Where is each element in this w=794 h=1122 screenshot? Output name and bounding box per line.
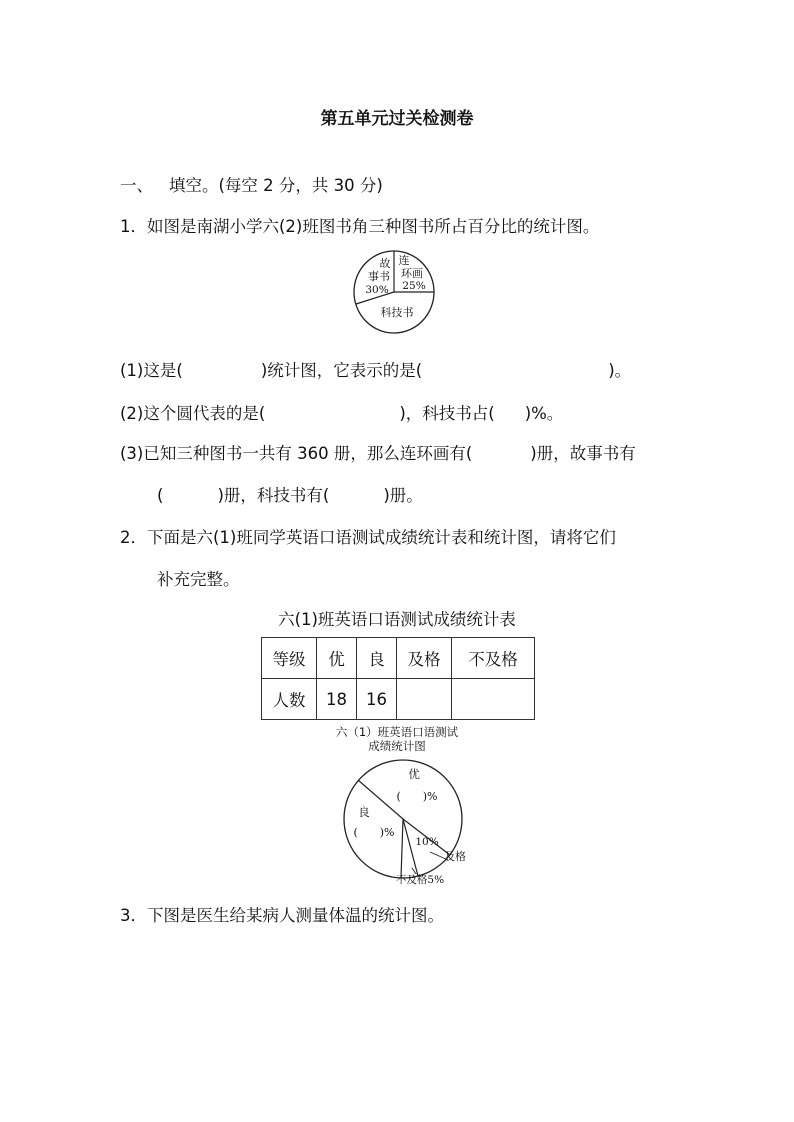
q1-part1-text-a: (1)这是( — [120, 361, 183, 380]
grade-pie-chart — [338, 756, 472, 888]
q1-part3b-text-c: )册。 — [383, 486, 423, 505]
table-header-cell: 优 — [317, 638, 357, 679]
pie-label-science: 科技书 — [380, 306, 414, 319]
pie-label-comic-1: 连 — [398, 254, 410, 267]
table-cell: 18 — [317, 679, 357, 720]
pie-label-story-percent: 30% — [365, 284, 389, 296]
grade-pie-title-line-2: 成绩统计图 — [368, 739, 426, 753]
grade-table — [261, 637, 535, 720]
pie-label-fail: 不及格5% — [395, 874, 445, 886]
q1-part2-text-b: )，科技书占( — [399, 404, 495, 423]
q1-part3-text-a: (3)已知三种图书一共有 360 册，那么连环画有( — [120, 444, 473, 463]
grade-table-header-row — [262, 638, 535, 679]
question-1-part-1 — [120, 357, 631, 381]
pie-label-excellent: 优 — [408, 767, 420, 781]
pie-label-comic-2: 环画 — [401, 267, 423, 280]
pie-label-pass-percent: 10% — [415, 836, 439, 848]
question-1-part-2 — [120, 400, 563, 424]
table-header-cell: 不及格 — [452, 638, 535, 679]
section-instruction: 填空。(每空 2 分，共 30 分) — [169, 176, 383, 195]
section-heading — [120, 172, 383, 196]
table-row-label: 人数 — [262, 679, 317, 720]
question-2-stem-line-2: 补充完整。 — [157, 570, 240, 589]
pie-label-comic-percent: 25% — [402, 280, 426, 292]
table-header-cell: 等级 — [262, 638, 317, 679]
book-pie-chart — [352, 249, 436, 335]
section-number: 一、 — [120, 176, 153, 195]
grade-table-title: 六(1)班英语口语测试成绩统计表 — [278, 610, 516, 629]
question-2-stem-line-1: 2．下面是六(1)班同学英语口语测试成绩统计表和统计图，请将它们 — [120, 528, 616, 547]
table-header-cell: 及格 — [397, 638, 452, 679]
page-title: 第五单元过关检测卷 — [320, 109, 474, 129]
pie-label-story-2: 事书 — [368, 270, 390, 283]
q1-part3b-text-a: ( — [157, 486, 164, 505]
q1-part2-text-a: (2)这个圆代表的是( — [120, 404, 266, 423]
table-cell-blank[interactable] — [397, 679, 452, 720]
q1-part1-text-c: )。 — [608, 361, 632, 380]
q1-part1-text-b: )统计图，它表示的是( — [260, 361, 423, 380]
q1-part3-text-b: )册，故事书有 — [530, 444, 636, 463]
table-header-cell: 良 — [357, 638, 397, 679]
pie-label-good: 良 — [358, 805, 370, 819]
q1-part3b-text-b: )册，科技书有( — [217, 486, 330, 505]
pie-label-pass: 及格 — [444, 850, 466, 863]
question-3-stem: 3．下图是医生给某病人测量体温的统计图。 — [120, 906, 444, 925]
question-1-stem: 1．如图是南湖小学六(2)班图书角三种图书所占百分比的统计图。 — [120, 217, 600, 236]
table-cell: 16 — [357, 679, 397, 720]
q1-part2-text-c: )%。 — [524, 404, 564, 423]
question-1-part-3-cont — [157, 482, 423, 506]
pie-blank-good: ( )% — [353, 826, 395, 839]
question-1-part-3 — [120, 440, 636, 464]
pie-label-story-1: 故 — [379, 257, 391, 270]
pie-divider-fail-good — [401, 819, 403, 878]
pie-blank-excellent: ( )% — [396, 790, 438, 803]
grade-table-row — [262, 679, 535, 720]
grade-pie-title-line-1: 六（1）班英语口语测试 — [335, 725, 459, 739]
table-cell-blank[interactable] — [452, 679, 535, 720]
